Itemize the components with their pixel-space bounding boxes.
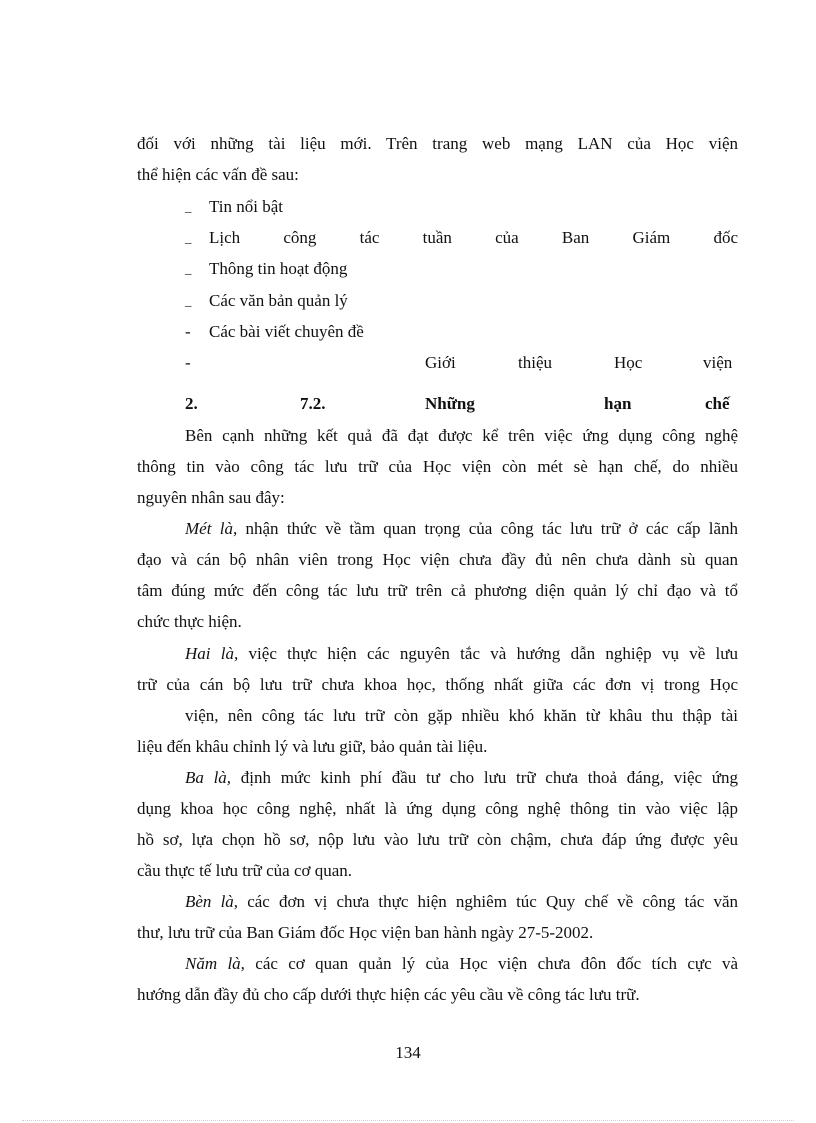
- spread-word: thiệu: [518, 353, 552, 372]
- spread-word: Giới: [425, 353, 456, 372]
- para5-line-2: thư, lưu trữ của Ban Giám đốc Học viện ban hành ngày 27-5-2002.: [137, 923, 594, 942]
- para6-line-1-text: các cơ quan quản lý của Học viện chưa đôn đốc tích cực và: [244, 954, 738, 973]
- heading-word: Những: [425, 394, 475, 413]
- page-number: 134: [395, 1043, 421, 1062]
- spread-word: viện: [703, 353, 733, 372]
- heading-subnumber: 7.2.: [300, 394, 326, 413]
- bullet-text: Thông tin hoạt động: [209, 259, 348, 278]
- bullet-text: Lịch công tác tuần của Ban Giám đốc: [209, 228, 738, 247]
- bullet-text: Tin nổi bật: [209, 197, 284, 216]
- para3-line-3: viện, nên công tác lưu trữ còn gặp nhiều khó khăn từ khâu thu thập tài: [185, 706, 738, 725]
- para4-lead: Ba là,: [185, 768, 232, 787]
- para2-line-3: tâm đúng mức đến công tác lưu trữ trên cả phương diện quản lý chỉ đạo và tổ: [137, 581, 738, 600]
- bullet-mark: _: [185, 230, 192, 245]
- heading-word: hạn: [604, 394, 632, 413]
- para2-lead: Mét là,: [185, 519, 238, 538]
- para1-line-1: Bên cạnh những kết quả đã đạt được kể trên việc ứng dụng công nghệ: [185, 426, 738, 445]
- para4-line-2: dụng khoa học công nghệ, nhất là ứng dụng công nghệ thông tin vào việc lập: [137, 799, 738, 818]
- para2-line-4: chức thực hiện.: [137, 612, 242, 631]
- para1-line-2: thông tin vào công tác lưu trữ của Học viện còn mét sè hạn chế, do nhiều: [137, 457, 738, 476]
- bullet-mark: _: [185, 199, 192, 214]
- para4-line-1-text: định mức kinh phí đầu tư cho lưu trữ chưa thoả đáng, việc ứng: [231, 768, 738, 787]
- para6-lead: Năm là,: [185, 954, 245, 973]
- para4-line-3: hồ sơ, lựa chọn hồ sơ, nộp lưu vào lưu trữ còn chậm, chưa đáp ứng được yêu: [137, 830, 738, 849]
- intro-line-2: thể hiện các vấn đề sau:: [137, 165, 299, 184]
- bullet-text: Các văn bản quản lý: [209, 291, 348, 310]
- bullet-text: Các bài viết chuyên đề: [209, 322, 364, 341]
- bullet-mark: -: [185, 353, 191, 372]
- para3-lead: Hai là,: [185, 644, 239, 663]
- para2-line-1-text: nhận thức về tầm quan trọng của công tác lưu trữ ở các cấp lãnh: [237, 519, 738, 538]
- para6-line-2: hướng dẫn đầy đủ cho cấp dưới thực hiện các yêu cầu về công tác lưu trữ.: [137, 985, 640, 1004]
- para3-line-2: trữ của cán bộ lưu trữ chưa khoa học, thống nhất giữa các đơn vị trong Học: [137, 675, 738, 694]
- bullet-mark: _: [185, 293, 192, 308]
- para5-lead: Bèn là,: [185, 892, 239, 911]
- para3-line-1: [185, 644, 738, 664]
- footer-divider: [22, 1120, 794, 1121]
- para2-line-2: đạo và cán bộ nhân viên trong Học viện chưa đầy đủ nên chưa dành sù quan: [137, 550, 738, 569]
- spread-word: Học: [614, 353, 643, 372]
- para5-line-1: [185, 892, 738, 912]
- para3-line-1-text: việc thực hiện các nguyên tắc và hướng dẫn nghiệp vụ về lưu: [238, 644, 738, 663]
- para2-line-1: [185, 519, 738, 539]
- para5-line-1-text: các đơn vị chưa thực hiện nghiêm túc Quy chế về công tác văn: [238, 892, 738, 911]
- para1-line-3: nguyên nhân sau đây:: [137, 488, 285, 507]
- heading-word: chế: [705, 394, 730, 413]
- para3-line-4: liệu đến khâu chỉnh lý và lưu giữ, bảo quản tài liệu.: [137, 737, 488, 756]
- bullet-mark: _: [185, 261, 192, 276]
- para4-line-4: cầu thực tế lưu trữ của cơ quan.: [137, 861, 353, 880]
- para4-line-1: [185, 768, 738, 788]
- bullet-mark: -: [185, 322, 191, 341]
- para6-line-1: [185, 954, 738, 974]
- intro-line-1: đối với những tài liệu mới. Trên trang web mạng LAN của Học viện: [137, 134, 738, 153]
- heading-number: 2.: [185, 394, 198, 413]
